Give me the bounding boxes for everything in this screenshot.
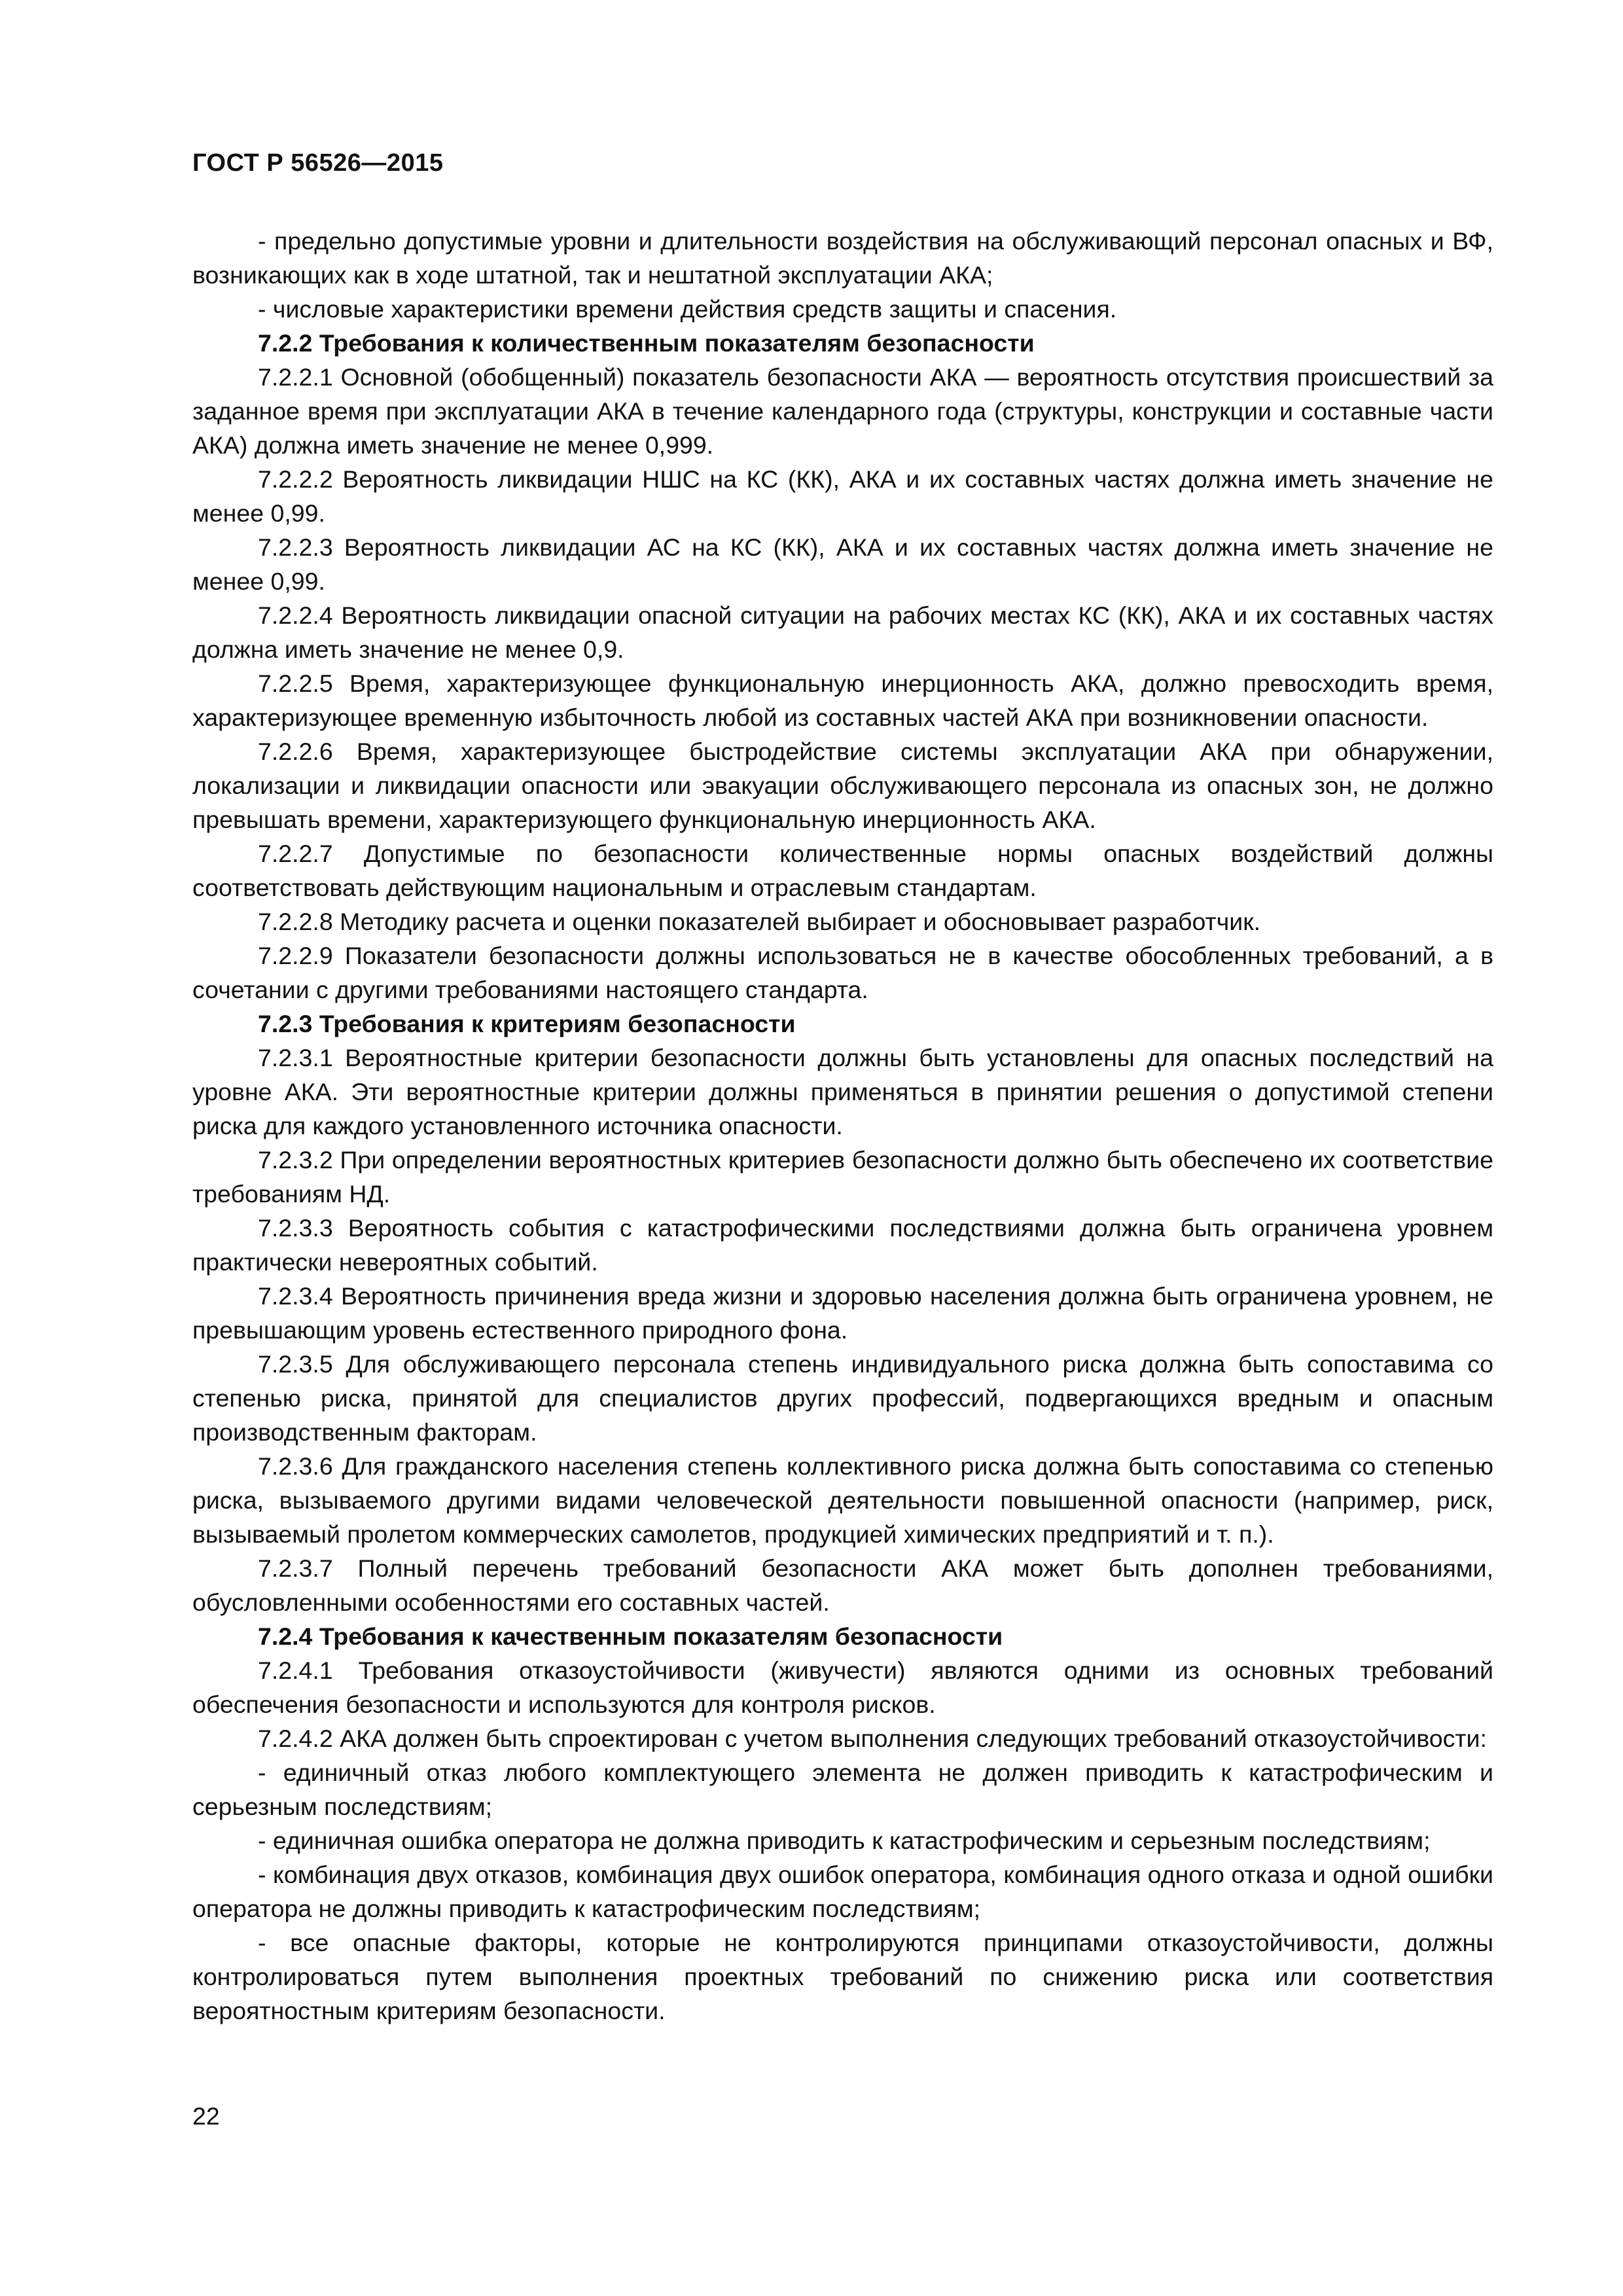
- document-header: ГОСТ Р 56526—2015: [192, 149, 444, 177]
- paragraph: 7.2.2.5 Время, характеризующее функциональную инерционность АКА, должно превосходить время, характеризующее временную избыточность любой из составных частей АКА при возникновении опасности.: [192, 670, 1493, 731]
- paragraph: 7.2.3.2 При определении вероятностных критериев безопасности должно быть обеспечено их соответствие требованиям НД.: [192, 1146, 1493, 1208]
- section-heading: 7.2.2 Требования к количественным показателям безопасности: [258, 329, 1035, 357]
- page-number: 22: [192, 2102, 220, 2130]
- paragraph: 7.2.4.1 Требования отказоустойчивости (живучести) являются одними из основных требований обеспечения безопасности и используются для контроля рисков.: [192, 1657, 1493, 1718]
- paragraph: 7.2.3.4 Вероятность причинения вреда жизни и здоровью населения должна быть ограничена уровнем, не превышающим уровень естественного природного фона.: [192, 1282, 1493, 1344]
- paragraph: 7.2.2.8 Методику расчета и оценки показателей выбирает и обосновывает разработчик.: [258, 908, 1261, 935]
- paragraph: - предельно допустимые уровни и длительности воздействия на обслуживающий персонал опасных и ВФ, возникающих как в ходе штатной, так и нештатной эксплуатации АКА;: [192, 227, 1493, 289]
- paragraph: 7.2.2.6 Время, характеризующее быстродействие системы эксплуатации АКА при обнаружении, локализации и ликвидации опасности или эвакуации обслуживающего персонала из опасных зон, не должно превышать времени, характеризующего функциональную инерционность АКА.: [192, 738, 1493, 833]
- paragraph: - единичная ошибка оператора не должна приводить к катастрофическим и серьезным последствиям;: [258, 1827, 1431, 1854]
- paragraph: 7.2.3.5 Для обслуживающего персонала степень индивидуального риска должна быть сопоставима со степенью риска, принятой для специалистов других профессий, подвергающихся вредным и опасным производственным факторам.: [192, 1350, 1493, 1446]
- paragraph: 7.2.2.3 Вероятность ликвидации АС на КС (КК), АКА и их составных частях должна иметь значение не менее 0,99.: [192, 533, 1493, 595]
- paragraph: 7.2.2.7 Допустимые по безопасности количественные нормы опасных воздействий должны соответствовать действующим национальным и отраслевым стандартам.: [192, 840, 1493, 901]
- paragraph: - все опасные факторы, которые не контролируются принципами отказоустойчивости, должны контролироваться путем выполнения проектных требований по снижению риска или соответствия вероятностным критериям безопасности.: [192, 1929, 1493, 2024]
- paragraph: 7.2.2.2 Вероятность ликвидации НШС на КС (КК), АКА и их составных частях должна иметь значение не менее 0,99.: [192, 465, 1493, 527]
- paragraph: 7.2.2.9 Показатели безопасности должны использоваться не в качестве обособленных требований, а в сочетании с другими требованиями настоящего стандарта.: [192, 942, 1493, 1003]
- paragraph: 7.2.2.1 Основной (обобщенный) показатель безопасности АКА — вероятность отсутствия происшествий за заданное время при эксплуатации АКА в течение календарного года (структуры, конструкции и составные части АКА) должна иметь значение не менее 0,999.: [192, 363, 1493, 459]
- paragraph: 7.2.3.3 Вероятность события с катастрофическими последствиями должна быть ограничена уровнем практически невероятных событий.: [192, 1214, 1493, 1276]
- paragraph: 7.2.3.1 Вероятностные критерии безопасности должны быть установлены для опасных последствий на уровне АКА. Эти вероятностные критерии должны применяться в принятии решения о допустимой степени риска для каждого установленного источника опасности.: [192, 1044, 1493, 1139]
- paragraph: - числовые характеристики времени действия средств защиты и спасения.: [258, 295, 1117, 323]
- paragraph: - единичный отказ любого комплектующего элемента не должен приводить к катастрофическим и серьезным последствиям;: [192, 1759, 1493, 1820]
- paragraph: - комбинация двух отказов, комбинация двух ошибок оператора, комбинация одного отказа и одной ошибки оператора не должны приводить к катастрофическим последствиям;: [192, 1861, 1493, 1922]
- section-heading: 7.2.3 Требования к критериям безопасности: [258, 1010, 796, 1037]
- paragraph: 7.2.3.6 Для гражданского населения степень коллективного риска должна быть сопоставима со степенью риска, вызываемого другими видами человеческой деятельности повышенной опасности (например, риск, вызываемый пролетом коммерческих самолетов, продукцией химических предприятий и т. п.).: [192, 1452, 1493, 1548]
- section-heading: 7.2.4 Требования к качественным показателям безопасности: [258, 1623, 1003, 1650]
- paragraph: 7.2.4.2 АКА должен быть спроектирован с учетом выполнения следующих требований отказоустойчивости:: [258, 1725, 1487, 1752]
- paragraph: 7.2.2.4 Вероятность ликвидации опасной ситуации на рабочих местах КС (КК), АКА и их составных частях должна иметь значение не менее 0,9.: [192, 601, 1493, 663]
- paragraph: 7.2.3.7 Полный перечень требований безопасности АКА может быть дополнен требованиями, обусловленными особенностями его составных частей.: [192, 1554, 1493, 1616]
- document-body: [192, 224, 1493, 2028]
